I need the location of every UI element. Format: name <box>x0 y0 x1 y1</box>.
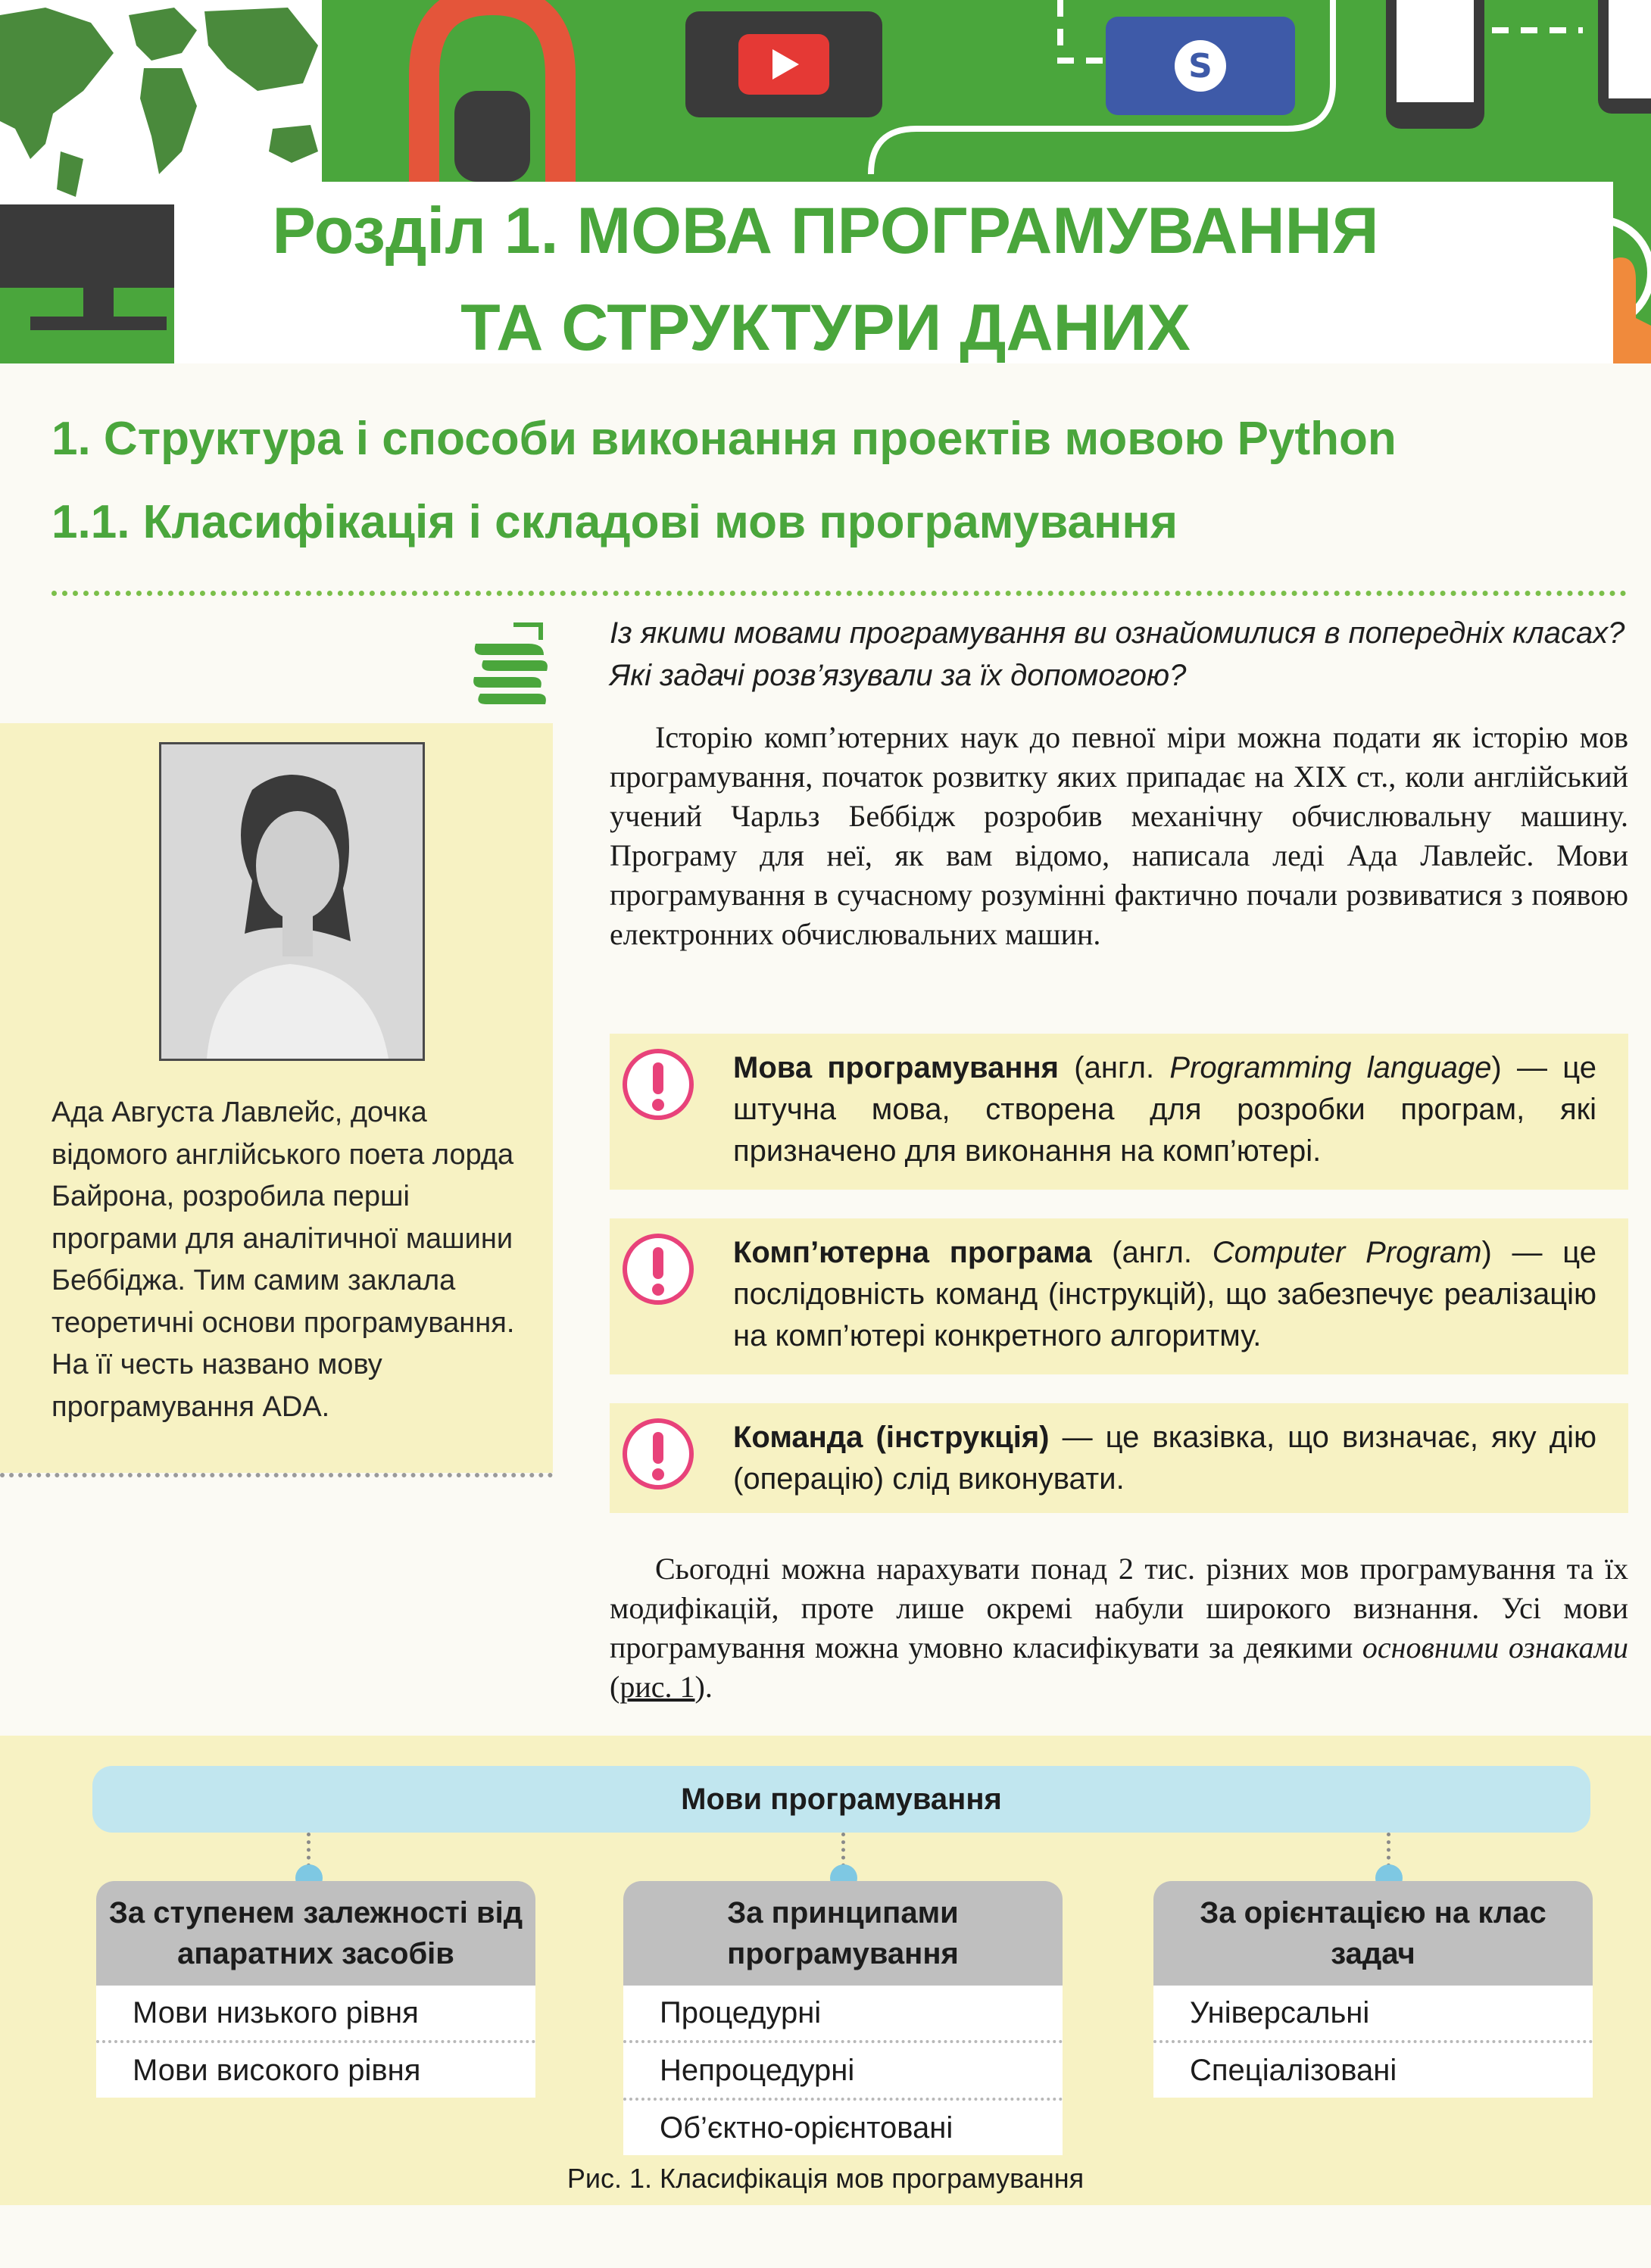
category-item: Спеціалізовані <box>1153 2043 1593 2098</box>
figure-reference-link[interactable]: рис. 1 <box>620 1670 695 1704</box>
category-item: Процедурні <box>623 1986 1063 2043</box>
smartphone-icon <box>1386 0 1484 129</box>
category-programming-principles <box>623 1881 1063 2155</box>
paragraph-close: ). <box>694 1670 713 1704</box>
category-item: Об’єктно-орієнтовані <box>623 2101 1063 2155</box>
subsection-heading: 1.1. Класифікація і складові мов програмування <box>51 496 1178 548</box>
ada-lovelace-portrait <box>159 742 425 1061</box>
definition-pre: (англ. <box>1059 1051 1170 1084</box>
category-item: Універсальні <box>1153 1986 1593 2043</box>
category-title: За ступенем залежності від апаратних засобів <box>96 1881 535 1986</box>
definition-command <box>610 1403 1628 1513</box>
category-hardware-dependence <box>96 1881 535 2098</box>
exclamation-icon <box>621 1047 695 1122</box>
category-item: Мови низького рівня <box>96 1986 535 2043</box>
diagram-root-node: Мови програмування <box>92 1766 1590 1833</box>
definition-english: Computer Program <box>1212 1236 1482 1269</box>
category-item: Непроцедурні <box>623 2043 1063 2101</box>
definition-body: ) — це штучна мова, створена для розробки програм, які призначено для виконання на комп’ютері. <box>733 1051 1596 1168</box>
messenger-icon <box>1106 17 1295 115</box>
portrait-caption: Ада Августа Лавлейс, дочка відомого англійського поета лорда Байрона, розробила перші програми для аналітичної машини Беббіджа. Тим самим заклала теоретичні основи програмування. На її честь названо мову програмування ADA. <box>51 1097 515 1423</box>
section-heading: 1. Структура і способи виконання проектів мовою Python <box>51 413 1397 465</box>
section-divider <box>51 591 1627 596</box>
definition-term: Комп’ютерна програма <box>733 1236 1092 1269</box>
definition-computer-program <box>610 1218 1628 1374</box>
portrait-image <box>161 744 423 1059</box>
definition-programming-language <box>610 1034 1628 1190</box>
definition-english: Programming language <box>1169 1051 1492 1084</box>
video-player-icon <box>685 11 882 117</box>
chapter-title-line-2: ТА СТРУКТУРИ ДАНИХ <box>460 292 1191 364</box>
books-icon <box>468 621 553 712</box>
definition-text <box>733 1047 1596 1172</box>
tablet-icon <box>1598 0 1651 114</box>
classification-paragraph <box>610 1549 1628 1707</box>
history-paragraph: Історію комп’ютерних наук до певної міри можна подати як історію мов програмування, початок розвитку яких припадає на XIX ст., коли англійський учений Чарльз Беббідж розробив механічну обчислювальну машину. Програму для неї, як вам відомо, написала леді Ада Лавлейс. Мови програмування в сучасному розумінні фактично почали розвиватися з появою електронних обчислювальних машин. <box>610 720 1628 951</box>
paragraph-emphasis: основними ознаками <box>1362 1630 1629 1664</box>
definition-body: — це вказівка, що визначає, яку дію (операцію) слід виконувати. <box>733 1421 1596 1496</box>
definition-pre: (англ. <box>1091 1236 1213 1269</box>
headphones-icon <box>409 0 576 182</box>
definition-term: Мова програмування <box>733 1051 1059 1084</box>
definition-term: Команда (інструкція) <box>733 1421 1050 1454</box>
exclamation-icon <box>621 1417 695 1491</box>
category-title: За орієнтацією на клас задач <box>1153 1881 1593 1986</box>
category-task-orientation <box>1153 1881 1593 2098</box>
paragraph-text: Сьогодні можна нарахувати понад 2 тис. різних мов програмування та їх модифікацій, проте лише окремі набули широкого визнання. Усі мови програмування можна умовно класифікувати за деякими <box>610 1552 1628 1664</box>
category-item: Мови високого рівня <box>96 2043 535 2098</box>
definition-body: ) — це послідовність команд (інструкцій), що забезпечує реалізацію на комп’ютері конкретного алгоритму. <box>733 1236 1596 1352</box>
exclamation-icon <box>621 1232 695 1306</box>
paragraph-open: ( <box>610 1670 620 1704</box>
definition-text <box>733 1232 1596 1357</box>
figure-caption: Рис. 1. Класифікація мов програмування <box>566 2163 1085 2194</box>
intro-question: Із якими мовами програмування ви ознайомилися в попередніх класах? Які задачі розв’язували за їх допомогою? <box>610 616 1625 692</box>
svg-text:S: S <box>1188 47 1213 86</box>
sidebar-divider <box>0 1473 553 1477</box>
chapter-title-line-1: Розділ 1. МОВА ПРОГРАМУВАННЯ <box>272 195 1379 267</box>
definition-text <box>733 1417 1596 1500</box>
category-title: За принципами програмування <box>623 1881 1063 1986</box>
